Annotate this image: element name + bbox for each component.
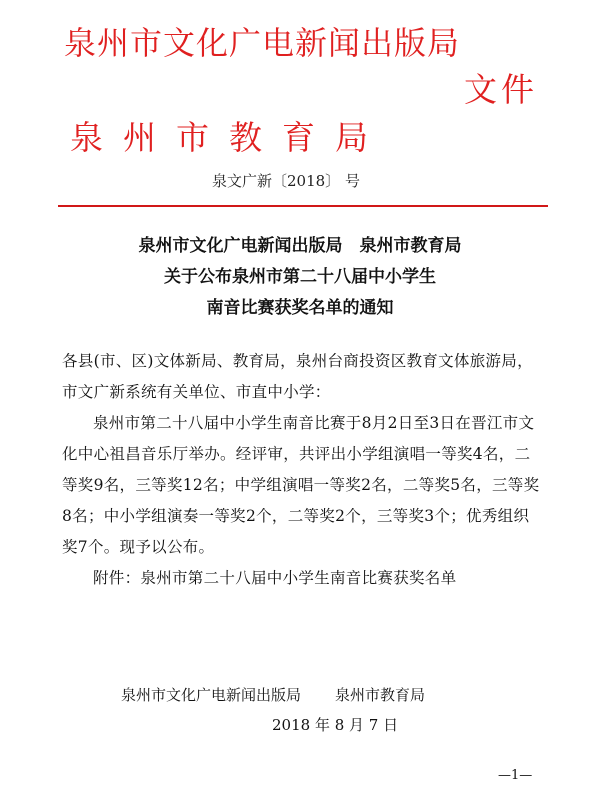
issuing-org-2: 泉州市教育局 xyxy=(70,118,388,157)
document-type-label: 文件 xyxy=(464,70,538,109)
title-line-1: 泉州市文化广电新闻出版局 泉州市教育局 xyxy=(138,236,462,256)
title-line-2: 关于公布泉州市第二十八届中小学生 xyxy=(164,267,436,287)
issue-date: 2018 年 8 月 7 日 xyxy=(272,716,399,734)
attachment-note: 附件：泉州市第二十八届中小学生南音比赛获奖名单 xyxy=(93,569,457,587)
signature-block xyxy=(121,684,425,705)
signer-2: 泉州市教育局 xyxy=(335,686,426,704)
title-line-3: 南音比赛获奖名单的通知 xyxy=(206,298,394,318)
red-divider xyxy=(58,205,548,207)
signer-1: 泉州市文化广电新闻出版局 xyxy=(121,686,302,704)
document-number: 泉文广新〔2018〕 号 xyxy=(212,172,360,190)
page-number: —1— xyxy=(498,768,533,783)
issuing-org-1: 泉州市文化广电新闻出版局 xyxy=(64,24,461,62)
salutation: 各县(市、区)文体新局、教育局，泉州台商投资区教育文体旅游局，市文广新系统有关单位、市直中小学： xyxy=(62,352,533,401)
body-paragraph: 泉州市第二十八届中小学生南音比赛于8月2日至3日在晋江市文化中心祖昌音乐厅举办。经评审，共评出小学组演唱一等奖4名，二等奖9名，三等奖12名；中学组演唱一等奖2名，二等奖5名，三等奖8名；中小学组演奏一等奖2个，二等奖2个，三等奖3个；优秀组织奖7个。现予以公布。 xyxy=(62,414,540,556)
